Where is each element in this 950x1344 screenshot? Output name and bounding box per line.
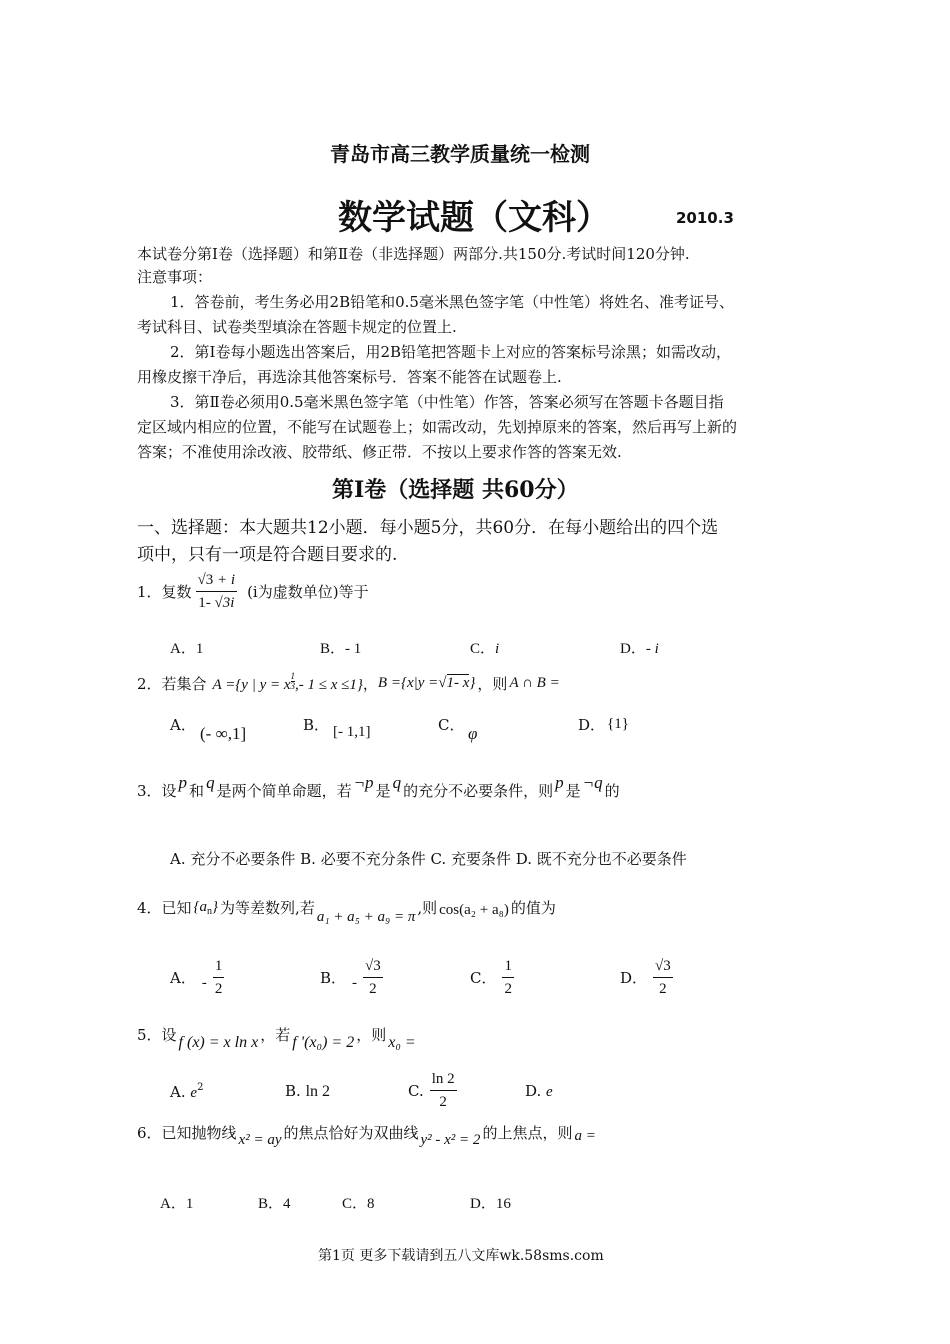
sqrt-sign: √ [197,572,206,588]
q2-option-a-label: A． [170,716,196,734]
note-2a: 2．第Ⅰ卷每小题选出答案后，用2B铅笔把答题卡上对应的答案标号涂黑；如需改动， [170,343,732,361]
q1-option-c: C．i [470,641,500,657]
var-p: p [178,773,188,792]
q4-option-a: A． - $\frac{1}{2}$ [170,955,224,1000]
var-p: p [555,773,564,792]
exam-subtitle: 青岛市高三教学质量统一检测 [330,142,590,166]
note-1b: 考试科目、试卷类型填涂在答题卡规定的位置上. [137,318,457,336]
q5-option-b: B. ln 2 [285,1082,331,1100]
question-3: 3．设 p 和 q 是两个简单命题，若 ¬p 是 q 的充分不必要条件，则 p 是 ¬q 的 [137,773,620,800]
note-1a: 1．答卷前，考生务必用2B铅笔和0.5毫米黑色签字笔（中性笔）将姓名、准考证号、 [170,293,734,311]
q6-option-a: A．1 [160,1196,194,1212]
note-3a: 3．第Ⅱ卷必须用0.5毫米黑色签字笔（中性笔）作答，答案必须写在答题卡各题目指 [170,393,724,411]
question-2 [137,672,560,694]
q2-option-c-label: C． [438,716,465,734]
q1-option-b: B．- 1 [320,641,362,657]
sqrt-sign: √ [365,958,374,974]
section-lead-b: 项中，只有一项是符合题目要求的. [137,545,398,565]
q2-suffix: ，则 [477,674,508,693]
var-not-q: ¬q [582,773,603,792]
q2-option-b-label: B． [303,716,330,734]
q1-fraction [196,569,238,614]
q1-option-d: D．- i [620,641,659,657]
section-title: 第Ⅰ卷（选择题 共60分） [332,477,579,503]
page-footer: 第1页 更多下载请到五八文库wk.58sms.com [318,1248,604,1264]
note-3c: 答案；不准使用涂改液、胶带纸、修正带．不按以上要求作答的答案无效. [137,443,622,461]
q6-parabola: x² = ay [238,1132,282,1148]
q4-equation: a₁ + a₅ + a₉ = π [316,909,416,925]
q2-option-d-value: {1} [607,716,629,732]
question-5: 5．设 f (x) = x ln x ，若 f '(x₀) = 2 ，则 x₀ = [137,1026,416,1051]
q5-x0: x₀ = [388,1034,416,1051]
q6-a: a = [574,1128,596,1144]
q4-sequence: $\{a_n\}$ [193,898,219,917]
var-q: q [206,773,215,792]
q1-num-radicand: 3 [205,572,214,588]
q1-suffix: (i为虚数单位)等于 [247,583,369,601]
q6-option-d: D．16 [470,1196,511,1212]
note-3b: 定区域内相应的位置，不能写在试题卷上；如需改动，先划掉原来的答案，然后再写上新的 [137,418,738,436]
q5-option-a: A. $e^2$ [170,1082,204,1101]
q5-derivative: f '(x₀) = 2 [292,1034,355,1051]
q2-option-c-value: φ [468,724,478,743]
q5-option-d: D. e [525,1082,553,1100]
q1-den-radicand: 3i [222,595,235,611]
q4-option-d: D． $\frac{√3}{2}$ [620,955,673,1000]
question-1 [137,569,369,614]
exam-date: 2010.3 [676,209,734,227]
q2-comma: ， [362,674,378,693]
notice-label: 注意事项： [137,268,213,286]
q1-prefix: 1．复数 [137,583,192,601]
q1-den-a: 1- [198,595,211,611]
var-not-p: ¬p [353,773,374,792]
q2-option-b-value: [- 1,1] [333,724,371,740]
q6-hyperbola: y² - x² = 2 [420,1132,481,1148]
sqrt-sign: √ [655,958,664,974]
q2-prefix: 2．若集合 [137,674,207,693]
note-2b: 用橡皮擦干净后，再选涂其他答案标号．答案不能答在试题卷上. [137,368,562,386]
q2-expr: A ∩ B = [509,674,560,691]
q2-option-a-value: (- ∞,1] [200,724,247,743]
question-6: 6．已知抛物线 x² = ay 的焦点恰好为双曲线 y² - x² = 2 的上焦点，则 a = [137,1124,596,1148]
q2-set-b: B ={x|y =√1- x} [377,674,476,691]
section-lead-a: 一、选择题：本大题共12小题．每小题5分，共60分．在每小题给出的四个选 [137,518,719,538]
q1-num-rest: + i [217,572,236,588]
q2-set-a: A ={y | y = x $\frac{1}{3}$ ,- 1 ≤ x ≤1} [212,671,363,693]
q4-option-c: C． $\frac{1}{2}$ [470,955,514,1000]
q4-cos: cos(a₂ + a₈) [439,902,509,918]
q5-function: f (x) = x ln x [178,1034,259,1051]
q1-option-a: A．1 [170,641,204,657]
var-q: q [392,773,402,792]
sqrt-sign: √ [214,595,223,611]
intro-line: 本试卷分第Ⅰ卷（选择题）和第Ⅱ卷（非选择题）两部分.共150分.考试时间120分钟. [137,245,690,263]
question-4: 4．已知 $\{a_n\}$ 为等差数列,若 a₁ + a₅ + a₉ = π ,则 cos(a₂ + a₈) 的值为 [137,898,556,925]
q2-exponent: $\frac{1}{3}$ [290,671,296,691]
q4-option-b: B． - $\frac{√3}{2}$ [320,955,383,1000]
q3-options: A. 充分不必要条件 B. 必要不充分条件 C. 充要条件 D. 既不充分也不必要条件 [170,850,687,868]
exam-title: 数学试题（文科） [338,198,610,238]
q6-option-b: B．4 [258,1196,291,1212]
q6-option-c: C．8 [342,1196,375,1212]
q5-option-c: C. $\frac{\ln 2}{2}$ [408,1068,457,1113]
sqrt-sign: √ [438,674,447,691]
q2-option-d-label: D． [578,716,606,734]
